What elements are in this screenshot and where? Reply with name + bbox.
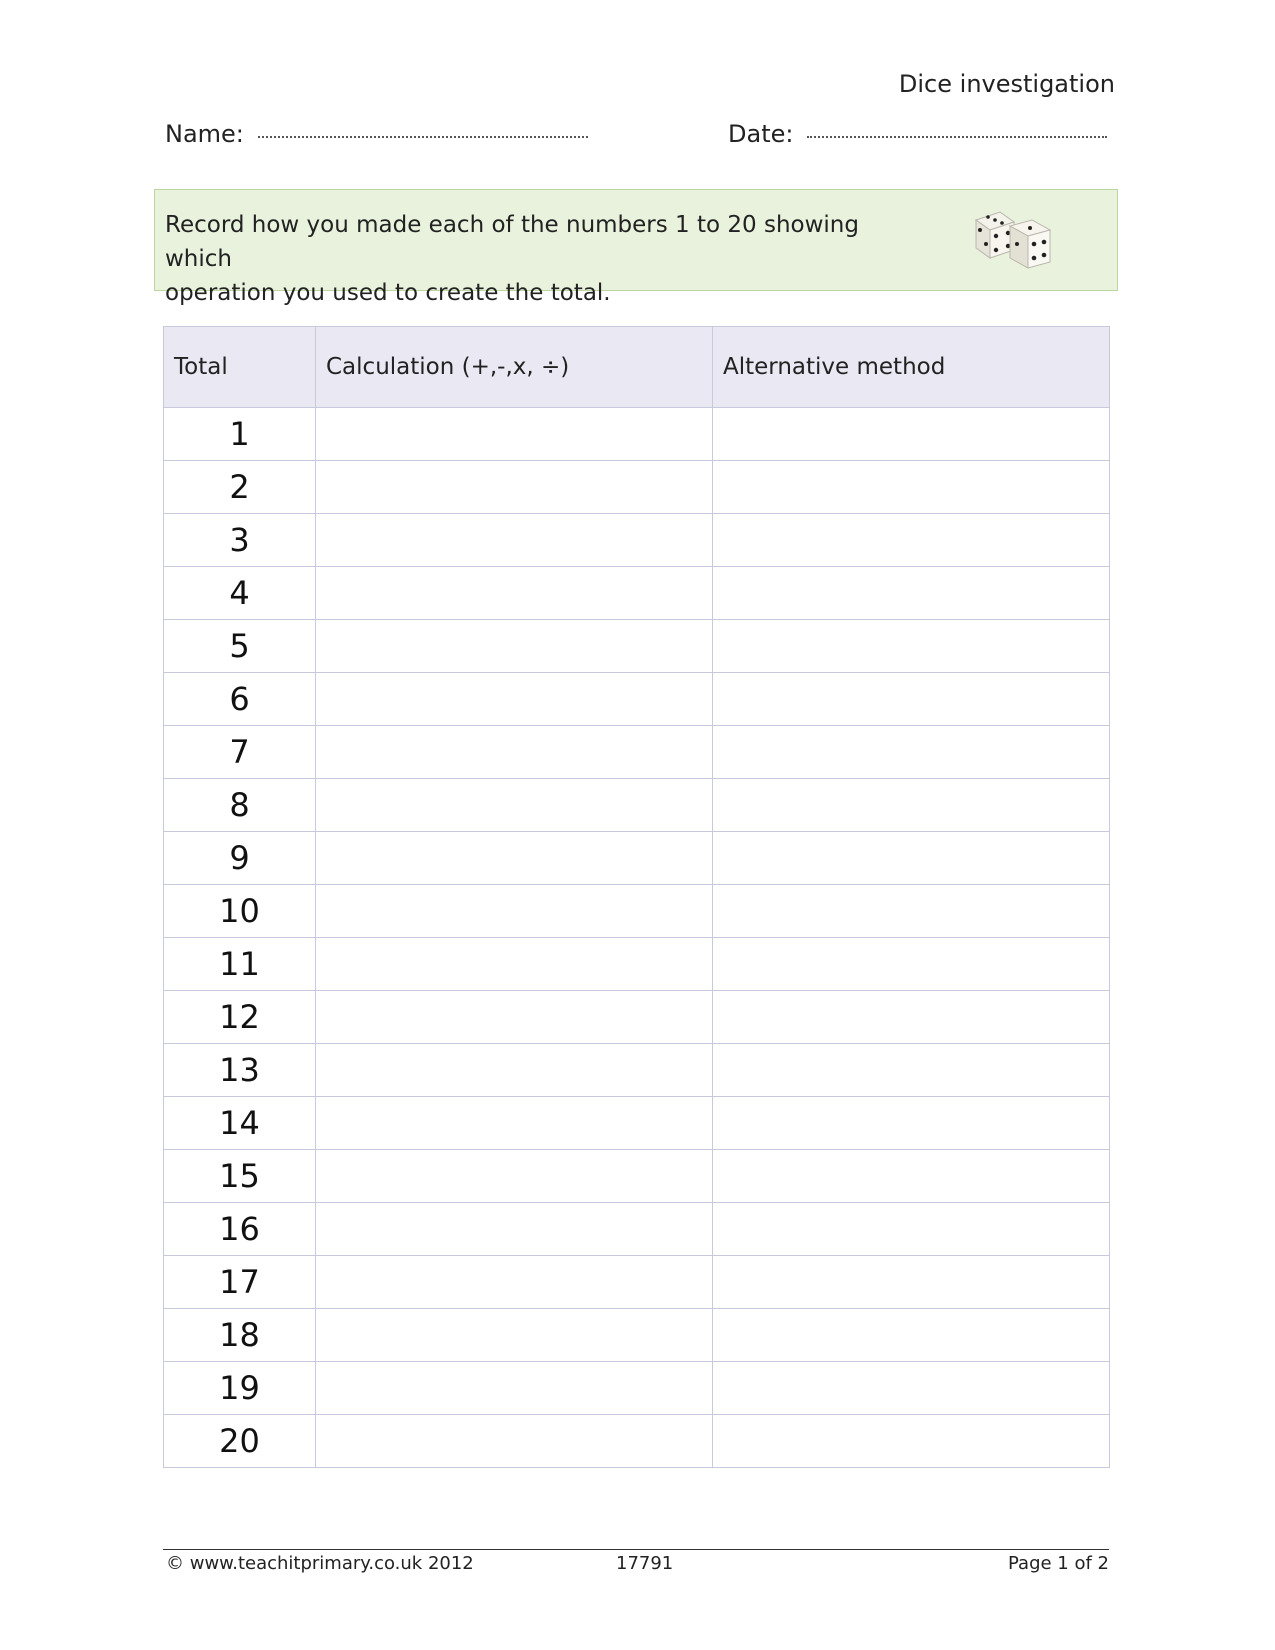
table-row — [164, 620, 1110, 673]
footer-divider — [163, 1549, 1109, 1550]
table-row — [164, 408, 1110, 461]
alternative-method-cell[interactable] — [713, 938, 1110, 991]
table-row — [164, 832, 1110, 885]
total-cell: 16 — [164, 1203, 316, 1256]
table-row — [164, 1203, 1110, 1256]
table-row — [164, 885, 1110, 938]
total-cell: 1 — [164, 408, 316, 461]
total-cell: 14 — [164, 1097, 316, 1150]
calculation-cell[interactable] — [316, 514, 713, 567]
total-cell: 5 — [164, 620, 316, 673]
alternative-method-cell[interactable] — [713, 1256, 1110, 1309]
total-cell: 2 — [164, 461, 316, 514]
calculation-cell[interactable] — [316, 408, 713, 461]
table-row — [164, 1150, 1110, 1203]
total-cell: 4 — [164, 567, 316, 620]
alternative-method-cell[interactable] — [713, 991, 1110, 1044]
alternative-method-cell[interactable] — [713, 461, 1110, 514]
table-row — [164, 1097, 1110, 1150]
total-cell: 7 — [164, 726, 316, 779]
calculation-cell[interactable] — [316, 620, 713, 673]
calculation-cell[interactable] — [316, 1203, 713, 1256]
total-cell: 15 — [164, 1150, 316, 1203]
table-header-row — [164, 327, 1110, 408]
alternative-method-cell[interactable] — [713, 885, 1110, 938]
table-row — [164, 1256, 1110, 1309]
dice-table — [163, 326, 1110, 1468]
calculation-cell[interactable] — [316, 1044, 713, 1097]
calculation-cell[interactable] — [316, 938, 713, 991]
dice-icon — [970, 208, 1060, 274]
alternative-method-cell[interactable] — [713, 1097, 1110, 1150]
calculation-cell[interactable] — [316, 991, 713, 1044]
table-row — [164, 991, 1110, 1044]
calculation-cell[interactable] — [316, 1256, 713, 1309]
calculation-cell[interactable] — [316, 1309, 713, 1362]
alternative-method-cell[interactable] — [713, 567, 1110, 620]
calculation-cell[interactable] — [316, 1362, 713, 1415]
name-label: Name: — [165, 120, 244, 148]
total-cell: 6 — [164, 673, 316, 726]
alternative-method-cell[interactable] — [713, 1309, 1110, 1362]
alternative-method-cell[interactable] — [713, 1150, 1110, 1203]
total-cell: 13 — [164, 1044, 316, 1097]
table-row — [164, 779, 1110, 832]
total-cell: 18 — [164, 1309, 316, 1362]
table-row — [164, 673, 1110, 726]
table-row — [164, 1309, 1110, 1362]
calculation-cell[interactable] — [316, 461, 713, 514]
total-cell: 11 — [164, 938, 316, 991]
alternative-method-cell[interactable] — [713, 1362, 1110, 1415]
table-row — [164, 1362, 1110, 1415]
alternative-method-cell[interactable] — [713, 832, 1110, 885]
table-row — [164, 514, 1110, 567]
calculation-cell[interactable] — [316, 726, 713, 779]
table-row — [164, 1415, 1110, 1468]
alternative-method-cell[interactable] — [713, 514, 1110, 567]
table-row — [164, 461, 1110, 514]
total-cell: 19 — [164, 1362, 316, 1415]
alternative-method-cell[interactable] — [713, 1044, 1110, 1097]
header-total: Total — [164, 327, 316, 408]
instructions-line-1: Record how you made each of the numbers 1 to 20 showing which — [165, 212, 859, 272]
total-cell: 20 — [164, 1415, 316, 1468]
name-dotted-line[interactable] — [258, 136, 588, 138]
total-cell: 17 — [164, 1256, 316, 1309]
footer-copyright: © www.teachitprimary.co.uk 2012 — [166, 1553, 474, 1574]
alternative-method-cell[interactable] — [713, 408, 1110, 461]
total-cell: 12 — [164, 991, 316, 1044]
alternative-method-cell[interactable] — [713, 779, 1110, 832]
total-cell: 9 — [164, 832, 316, 885]
header-calculation: Calculation (+,-,x, ÷) — [316, 327, 713, 408]
table-row — [164, 726, 1110, 779]
calculation-cell[interactable] — [316, 1097, 713, 1150]
instructions-line-2: operation you used to create the total. — [165, 280, 611, 306]
table-row — [164, 938, 1110, 991]
calculation-cell[interactable] — [316, 1415, 713, 1468]
date-label: Date: — [728, 120, 794, 148]
total-cell: 10 — [164, 885, 316, 938]
calculation-cell[interactable] — [316, 885, 713, 938]
footer-page-number: Page 1 of 2 — [1008, 1553, 1109, 1574]
table-row — [164, 1044, 1110, 1097]
table-row — [164, 567, 1110, 620]
calculation-cell[interactable] — [316, 1150, 713, 1203]
alternative-method-cell[interactable] — [713, 726, 1110, 779]
name-field[interactable] — [165, 120, 588, 148]
header-alternative-method: Alternative method — [713, 327, 1110, 408]
calculation-cell[interactable] — [316, 567, 713, 620]
date-dotted-line[interactable] — [807, 136, 1107, 138]
alternative-method-cell[interactable] — [713, 620, 1110, 673]
alternative-method-cell[interactable] — [713, 673, 1110, 726]
total-cell: 3 — [164, 514, 316, 567]
calculation-cell[interactable] — [316, 832, 713, 885]
total-cell: 8 — [164, 779, 316, 832]
date-field[interactable] — [728, 120, 1107, 148]
instructions-text — [165, 208, 925, 310]
alternative-method-cell[interactable] — [713, 1203, 1110, 1256]
footer-code: 17791 — [616, 1553, 674, 1574]
alternative-method-cell[interactable] — [713, 1415, 1110, 1468]
calculation-cell[interactable] — [316, 779, 713, 832]
page-title: Dice investigation — [898, 70, 1115, 98]
calculation-cell[interactable] — [316, 673, 713, 726]
instructions-box — [154, 189, 1118, 306]
